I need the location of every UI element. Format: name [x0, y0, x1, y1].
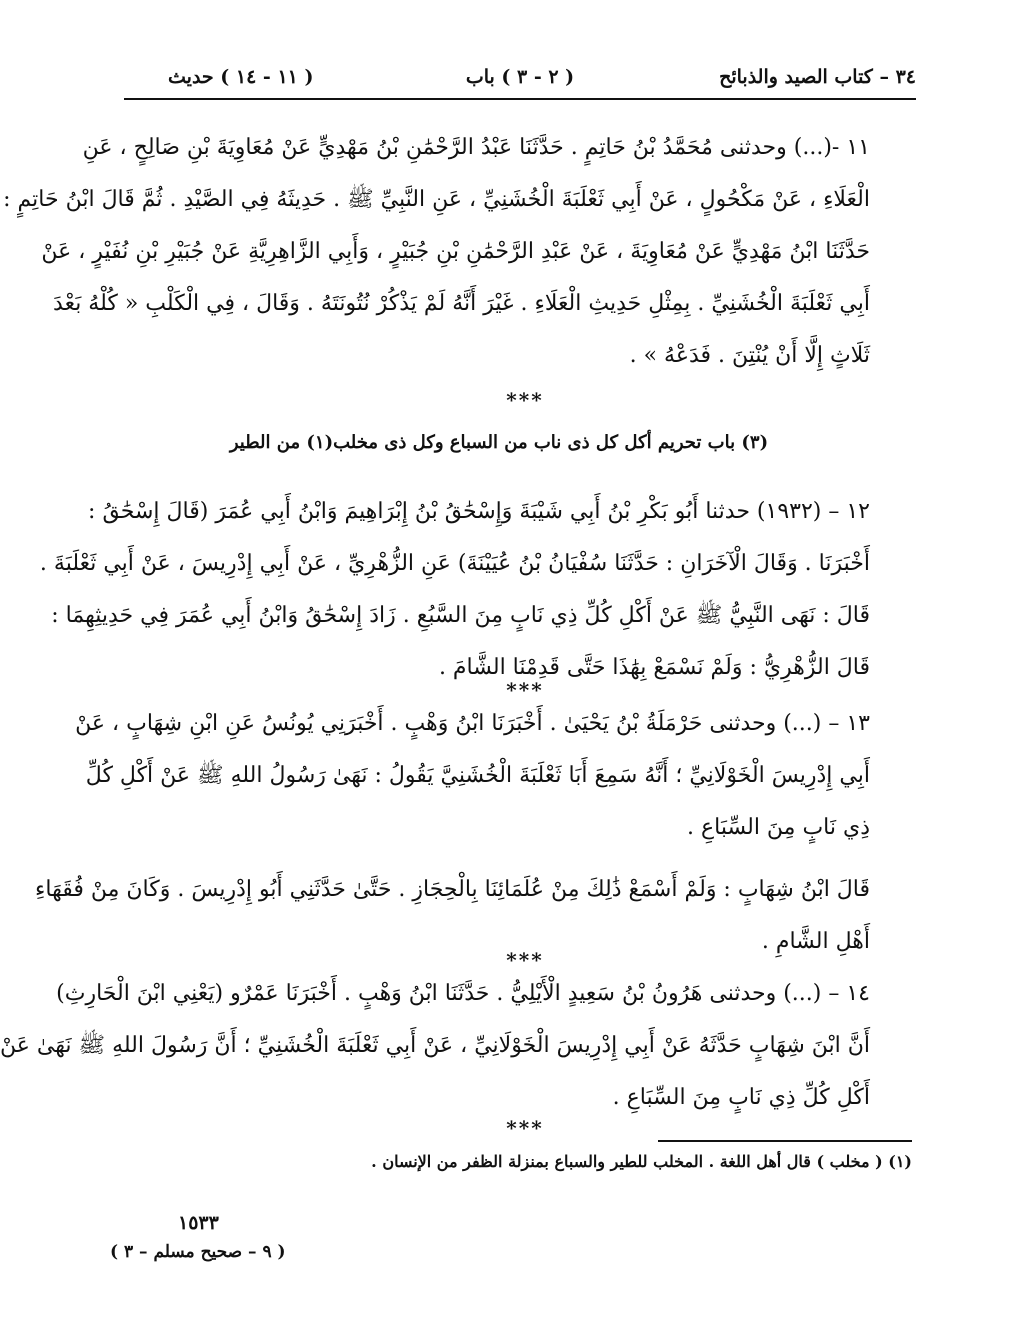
- text-line: قَالَ : نَهَى النَّبِيُّ ﷺ عَنْ أَكْلِ كُلِّ ذِي نَابٍ مِنَ السَّبُعِ . زَادَ إِسْحَٰقُ وَابْنُ أَبِي عُمَرَ فِي حَدِيثِهِمَا :: [51, 603, 870, 628]
- text-line: أَكْلِ كُلِّ ذِي نَابٍ مِنَ السِّبَاعِ .: [612, 1085, 870, 1110]
- text-line: ١٢ – (١٩٣٢) حدثنا أَبُو بَكْرِ بْنُ أَبِي شَيْبَةَ وَإِسْحَٰقُ بْنُ إِبْرَاهِيمَ وَابْنُ أَبِي عُمَرَ (قَالَ إِسْحَٰقُ :: [88, 499, 870, 524]
- hadith-13: [35, 698, 870, 968]
- section-separator: ***: [506, 388, 544, 412]
- running-header: [124, 62, 916, 98]
- section-separator: ***: [506, 1116, 544, 1140]
- section-separator: ***: [506, 948, 544, 972]
- section-separator: ***: [506, 678, 544, 702]
- text-line: ١٣ – (...) وحدثنى حَرْمَلَةُ بْنُ يَحْيَىٰ . أَخْبَرَنَا ابْنُ وَهْبٍ . أَخْبَرَنِي يُونُسُ عَنِ ابْنِ شِهَابٍ ، عَنْ: [75, 711, 870, 736]
- header-rule: [124, 98, 916, 100]
- hadith-12: [39, 486, 870, 694]
- printer-signature: ( ٩ – صحيح مسلم – ٣ ): [110, 1242, 286, 1262]
- text-line: ١١ -(...) وحدثنى مُحَمَّدُ بْنُ حَاتِمٍ . حَدَّثَنَا عَبْدُ الرَّحْمَٰنِ بْنُ مَهْدِيٍّ عَنْ مُعَاوِيَةَ بْنِ صَالِحٍ ، عَنِ: [82, 135, 870, 160]
- text-line: أَخْبَرَنَا . وَقَالَ الْآخَرَانِ : حَدَّثَنَا سُفْيَانُ بْنُ عُيَيْنَةَ) عَنِ الزُّهْرِيِّ ، عَنْ أَبِي إِدْرِيسَ ، عَنْ أَبِي ثَعْلَبَةَ .: [39, 551, 870, 576]
- book-title: ٣٤ – كتاب الصيد والذبائح: [719, 66, 916, 88]
- text-line: ذِي نَابٍ مِنَ السِّبَاعِ .: [687, 815, 870, 840]
- chapter-title: (٣) باب تحريم أكل كل ذى ناب من السباع وكل ذى مخلب(١) من الطير: [229, 432, 769, 453]
- text-line: أَهْلِ الشَّامِ .: [761, 929, 870, 954]
- text-line: قَالَ الزُّهْرِيُّ : وَلَمْ نَسْمَعْ بِهَٰذَا حَتَّى قَدِمْنَا الشَّامَ .: [438, 655, 870, 680]
- text-line: قَالَ ابْنُ شِهَابٍ : وَلَمْ أَسْمَعْ ذَٰلِكَ مِنْ عُلَمَائِنَا بِالْحِجَازِ . حَتَّىٰ حَدَّثَنِي أَبُو إِدْرِيسَ . وَكَانَ مِنْ فُقَهَاءِ: [35, 877, 870, 902]
- hadith-14: [0, 968, 870, 1124]
- chapter-range: ( ٢ - ٣ ) باب: [465, 66, 575, 88]
- footnote: (١) ( مخلب ) قال أهل اللغة . المخلب للطير والسباع بمنزلة الظفر من الإنسان .: [371, 1152, 912, 1171]
- text-line: أَبِي إِدْرِيسَ الْخَوْلَانِيِّ ؛ أَنَّهُ سَمِعَ أَبَا ثَعْلَبَةَ الْخُشَنِيَّ يَقُولُ : نَهَىٰ رَسُولُ اللهِ ﷺ عَنْ أَكْلِ كُلِّ: [85, 763, 870, 788]
- hadith-range: ( ١١ - ١٤ ) حديث: [168, 66, 314, 88]
- page-number: ١٥٣٣: [178, 1212, 219, 1234]
- footnote-rule: [658, 1140, 912, 1142]
- text-line: أَبِي ثَعْلَبَةَ الْخُشَنِيِّ . بِمِثْلِ حَدِيثِ الْعَلَاءِ . غَيْرَ أَنَّهُ لَمْ يَذْكُرْ نُتُونَتَهُ . وَقَالَ ، فِي الْكَلْبِ « كُلْهُ بَعْدَ: [53, 291, 870, 316]
- text-line: حَدَّثَنَا ابْنُ مَهْدِيٍّ عَنْ مُعَاوِيَةَ ، عَنْ عَبْدِ الرَّحْمَٰنِ بْنِ جُبَيْرٍ ، وَأَبِي الزَّاهِرِيَّةِ عَنْ جُبَيْرِ بْنِ نُفَيْرٍ ، عَنْ: [41, 239, 870, 264]
- text-line: ثَلَاثٍ إِلَّا أَنْ يُنْتِنَ . فَدَعْهُ » .: [629, 343, 870, 368]
- hadith-11: [3, 122, 870, 382]
- text-line: الْعَلَاءِ ، عَنْ مَكْحُولٍ ، عَنْ أَبِي ثَعْلَبَةَ الْخُشَنِيِّ ، عَنِ النَّبِيِّ ﷺ . حَدِيثَهُ فِي الصَّيْدِ . ثُمَّ قَالَ ابْنُ حَاتِمٍ :: [3, 187, 870, 212]
- text-line: أَنَّ ابْنَ شِهَابٍ حَدَّثَهُ عَنْ أَبِي إِدْرِيسَ الْخَوْلَانِيِّ ، عَنْ أَبِي ثَعْلَبَةَ الْخُشَنِيِّ ؛ أَنَّ رَسُولَ اللهِ ﷺ نَهَىٰ عَنْ: [0, 1033, 870, 1058]
- text-line: ١٤ – (...) وحدثنى هَرُونُ بْنُ سَعِيدٍ الْأَيْلِيُّ . حَدَّثَنَا ابْنُ وَهْبٍ . أَخْبَرَنَا عَمْرٌو (يَعْنِي ابْنَ الْحَارِثِ): [56, 981, 870, 1006]
